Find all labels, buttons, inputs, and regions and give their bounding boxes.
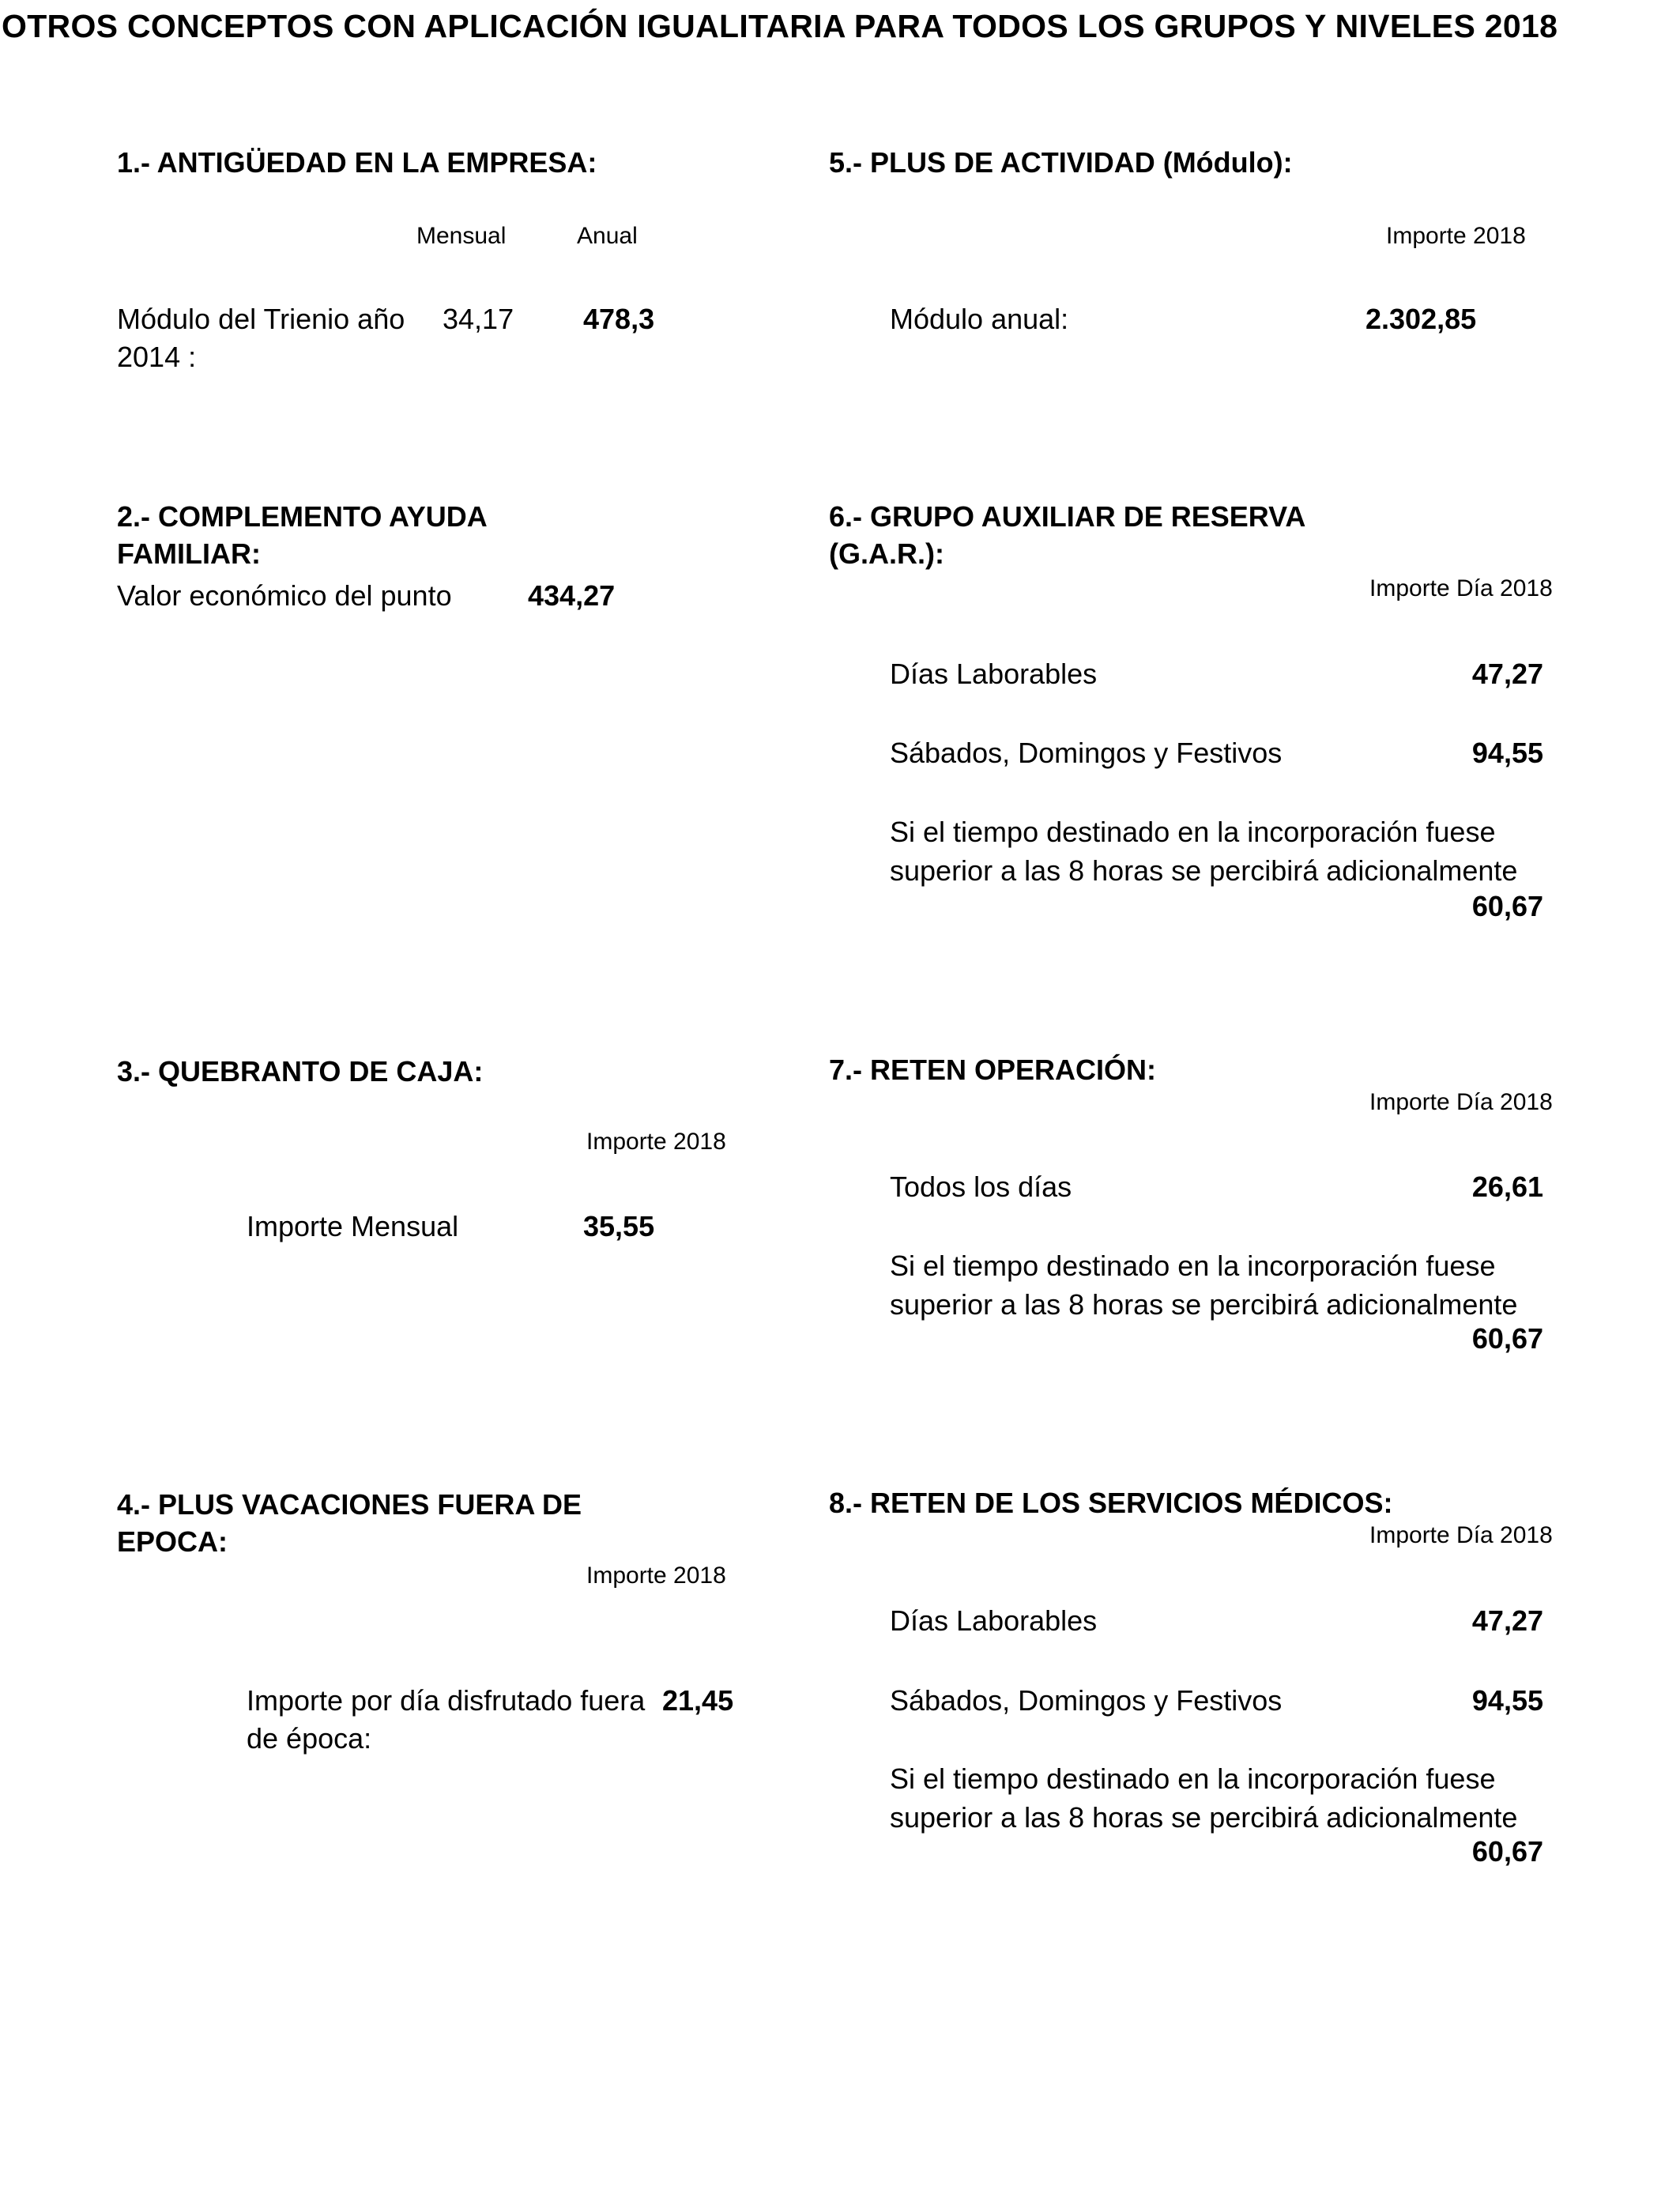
note-text: Si el tiempo destinado en la incorporación fuese xyxy=(890,1250,1496,1282)
value-anual: 478,3 xyxy=(583,303,655,335)
note-text-continued: superior a las 8 horas se percibirá adicionalmente xyxy=(890,1801,1518,1834)
row-label: Sábados, Domingos y Festivos xyxy=(890,1684,1283,1717)
note-value: 60,67 xyxy=(1471,890,1543,922)
row-label: Módulo anual: xyxy=(890,303,1069,335)
section-heading-continued: FAMILIAR: xyxy=(117,537,261,570)
section-heading: 6.- GRUPO AUXILIAR DE RESERVA xyxy=(829,500,1306,533)
value: 94,55 xyxy=(1471,737,1543,769)
note-text: Si el tiempo destinado en la incorporación fuese xyxy=(890,1762,1496,1795)
section-heading: 7.- RETEN OPERACIÓN: xyxy=(829,1054,1157,1086)
column-header-mensual: Mensual xyxy=(416,223,507,249)
row-label: Días Laborables xyxy=(890,1604,1098,1637)
note-text: Si el tiempo destinado en la incorporación fuese xyxy=(890,816,1496,848)
value: 94,55 xyxy=(1471,1684,1543,1717)
value-mensual: 34,17 xyxy=(443,303,514,335)
note-value: 60,67 xyxy=(1471,1835,1543,1868)
row-label-continued: de época: xyxy=(247,1722,372,1755)
section-heading: 1.- ANTIGÜEDAD EN LA EMPRESA: xyxy=(117,146,597,179)
value: 2.302,85 xyxy=(1365,303,1477,335)
column-header-importe: Importe 2018 xyxy=(586,1129,726,1155)
value: 21,45 xyxy=(662,1684,734,1717)
row-label: Valor económico del punto xyxy=(117,579,452,612)
section-heading-continued: (G.A.R.): xyxy=(829,537,944,570)
value: 35,55 xyxy=(583,1210,655,1242)
column-header-importe-dia: Importe Día 2018 xyxy=(1369,1089,1553,1115)
section-heading: 8.- RETEN DE LOS SERVICIOS MÉDICOS: xyxy=(829,1487,1393,1519)
row-label: Importe Mensual xyxy=(247,1210,459,1242)
note-text-continued: superior a las 8 horas se percibirá adicionalmente xyxy=(890,854,1518,887)
note-text-continued: superior a las 8 horas se percibirá adicionalmente xyxy=(890,1288,1518,1321)
row-label: Todos los días xyxy=(890,1171,1072,1203)
column-header-importe-dia: Importe Día 2018 xyxy=(1369,1522,1553,1548)
value: 47,27 xyxy=(1471,658,1543,690)
page-title: OTROS CONCEPTOS CON APLICACIÓN IGUALITARIA PARA TODOS LOS GRUPOS Y NIVELES 2018 xyxy=(2,8,1558,44)
section-heading: 5.- PLUS DE ACTIVIDAD (Módulo): xyxy=(829,146,1293,179)
section-heading: 2.- COMPLEMENTO AYUDA xyxy=(117,500,488,533)
value: 26,61 xyxy=(1471,1171,1543,1203)
section-heading-continued: EPOCA: xyxy=(117,1525,228,1558)
column-header-anual: Anual xyxy=(577,223,638,249)
row-label: Días Laborables xyxy=(890,658,1098,690)
value: 47,27 xyxy=(1471,1604,1543,1637)
row-label: Módulo del Trienio año xyxy=(117,303,405,335)
section-heading: 3.- QUEBRANTO DE CAJA: xyxy=(117,1055,484,1088)
note-value: 60,67 xyxy=(1471,1322,1543,1355)
column-header-importe: Importe 2018 xyxy=(1386,223,1526,249)
row-label: Sábados, Domingos y Festivos xyxy=(890,737,1283,769)
column-header-importe: Importe 2018 xyxy=(586,1563,726,1589)
row-label-continued: 2014 : xyxy=(117,341,197,373)
value: 434,27 xyxy=(528,579,616,612)
row-label: Importe por día disfrutado fuera xyxy=(247,1684,646,1717)
section-heading: 4.- PLUS VACACIONES FUERA DE xyxy=(117,1488,582,1521)
column-header-importe-dia: Importe Día 2018 xyxy=(1369,575,1553,601)
